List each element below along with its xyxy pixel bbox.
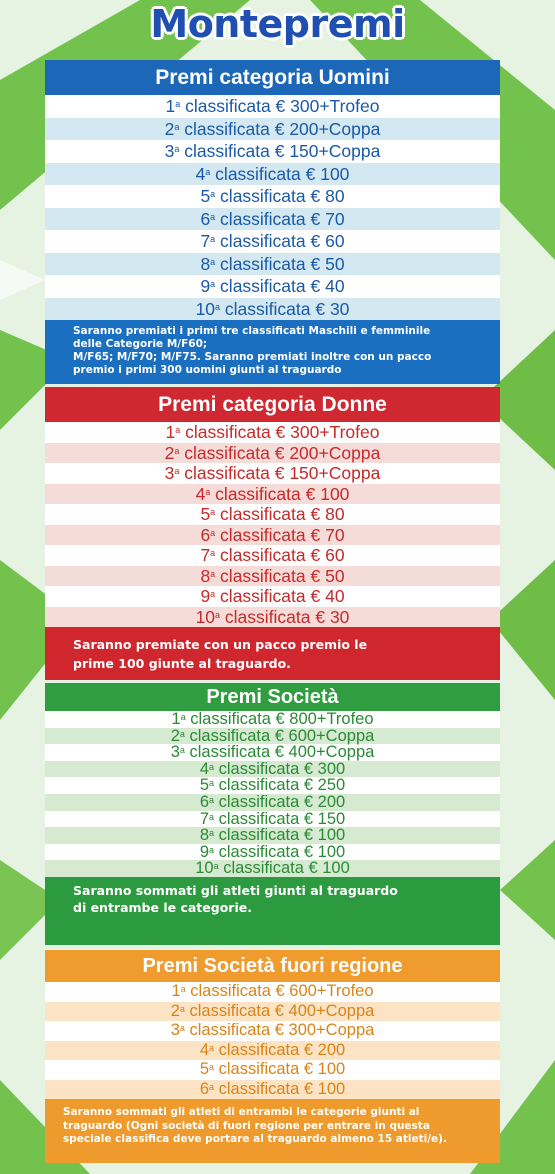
prize-text: classificata € 60 [215, 231, 345, 251]
prize-text: classificata € 150+Coppa [179, 463, 381, 483]
prize-text: classificata € 200+Coppa [179, 442, 381, 463]
prize-list [45, 95, 500, 320]
prize-text: classificata € 100 [210, 163, 350, 184]
prize-row [45, 118, 500, 141]
ordinal-indicator: a [209, 1081, 215, 1092]
prize-position: 7 [200, 545, 211, 565]
note-line: M/F65; M/F70; M/F75. Saranno premiati inoltre con un pacco [73, 351, 432, 363]
ordinal-indicator: a [210, 279, 216, 289]
ordinal-indicator: a [209, 811, 215, 822]
section-header: Premi categoria Uomini [45, 60, 500, 95]
prize-list [45, 711, 500, 877]
ordinal-indicator: a [215, 301, 221, 312]
prize-row [45, 586, 500, 607]
prize-text: classificata € 200+Coppa [179, 118, 381, 139]
prize-position: 10 [195, 859, 214, 878]
prize-text: classificata € 50 [215, 565, 345, 586]
ordinal-indicator: a [179, 1003, 185, 1014]
prize-list [45, 422, 500, 627]
prize-text: classificata € 70 [215, 524, 345, 545]
prize-text: classificata € 80 [215, 504, 345, 524]
ordinal-indicator: a [210, 527, 216, 538]
ordinal-indicator: a [175, 99, 181, 109]
prize-row [45, 443, 500, 464]
prize-text: classificata € 150+Coppa [179, 141, 381, 161]
note-line: delle Categorie M/F60; [73, 338, 208, 350]
note-line: speciale classifica deve portare al traguardo almeno 15 atleti/e). [63, 1133, 447, 1145]
prize-position: 4 [199, 759, 209, 778]
ordinal-indicator: a [210, 234, 216, 244]
prize-row [45, 298, 500, 321]
prize-position: 4 [199, 1040, 209, 1059]
prize-position: 2 [164, 442, 175, 463]
prize-text: classificata € 100 [214, 826, 346, 845]
section-fuori-regione [45, 950, 500, 1163]
prize-position: 10 [195, 298, 216, 319]
note-line: Saranno premiati i primi tre classificati Maschili e femminile [73, 325, 431, 337]
prize-row [45, 1060, 500, 1080]
section-note [45, 627, 500, 677]
section-donne [45, 387, 500, 680]
prize-position: 9 [200, 586, 211, 606]
prize-position: 5 [199, 1060, 209, 1078]
prize-text: classificata € 30 [220, 606, 350, 627]
prize-row [45, 504, 500, 525]
note-line: Saranno sommati gli atleti di entrambi le categorie giunti al [63, 1106, 420, 1118]
ordinal-indicator: a [210, 507, 216, 517]
ordinal-indicator: a [209, 1062, 215, 1072]
prize-row [45, 140, 500, 163]
prize-position: 6 [199, 1079, 209, 1098]
prize-position: 6 [200, 524, 211, 545]
prize-position: 4 [195, 483, 206, 504]
ordinal-indicator: a [210, 256, 216, 267]
section-header: Premi categoria Donne [45, 387, 500, 422]
prize-text: classificata € 400+Coppa [184, 743, 375, 762]
prize-position: 5 [199, 776, 209, 795]
prize-text: classificata € 100 [218, 859, 350, 878]
section-note [45, 320, 500, 381]
note-line: traguardo (Ogni società di fuori regione per entrare in questa [63, 1119, 430, 1132]
prize-row [45, 1080, 500, 1100]
ordinal-indicator: a [209, 778, 215, 789]
ordinal-indicator: a [215, 609, 221, 620]
ordinal-indicator: a [210, 189, 216, 199]
prize-row [45, 860, 500, 877]
section-note [45, 1099, 500, 1151]
ordinal-indicator: a [205, 166, 211, 177]
prize-text: classificata € 30 [220, 298, 350, 319]
note-line: premio i primi 300 uomini giunti al traguardo [73, 364, 342, 376]
prize-row [45, 185, 500, 208]
ordinal-indicator: a [210, 568, 216, 579]
prize-text: classificata € 80 [215, 186, 345, 206]
prize-position: 3 [164, 141, 175, 161]
prize-text: classificata € 400+Coppa [184, 1001, 375, 1020]
prize-position: 4 [195, 163, 206, 184]
prize-position: 1 [171, 982, 181, 1000]
prize-position: 8 [199, 826, 209, 845]
prize-text: classificata € 150 [214, 809, 346, 828]
prize-row [45, 95, 500, 118]
prize-position: 3 [170, 743, 180, 762]
prize-row [45, 230, 500, 253]
prize-row [45, 827, 500, 844]
ordinal-indicator: a [174, 121, 180, 132]
ordinal-indicator: a [213, 861, 219, 872]
prize-text: classificata € 300+Trofeo [180, 422, 380, 442]
prize-text: classificata € 200 [214, 792, 346, 811]
ordinal-indicator: a [174, 144, 180, 154]
prize-row [45, 275, 500, 298]
prize-row [45, 607, 500, 628]
ordinal-indicator: a [179, 745, 185, 756]
prize-row [45, 566, 500, 587]
prize-list [45, 982, 500, 1099]
prize-text: classificata € 600+Coppa [184, 726, 375, 745]
prize-text: classificata € 300 [214, 759, 346, 778]
ordinal-indicator: a [210, 589, 216, 599]
prize-text: classificata € 300+Coppa [184, 1021, 375, 1039]
ordinal-indicator: a [179, 1023, 185, 1033]
ordinal-indicator: a [180, 984, 186, 994]
ordinal-indicator: a [209, 1042, 215, 1053]
note-line: prime 100 giunte al traguardo. [73, 656, 291, 671]
prize-position: 8 [200, 253, 211, 274]
prize-text: classificata € 600+Trofeo [185, 982, 374, 1000]
prize-row [45, 728, 500, 745]
prize-position: 7 [200, 231, 211, 251]
ordinal-indicator: a [209, 761, 215, 772]
prize-row [45, 761, 500, 778]
prize-row [45, 208, 500, 231]
prize-text: classificata € 200 [214, 1040, 346, 1059]
prize-text: classificata € 800+Trofeo [185, 710, 374, 728]
prize-row [45, 1041, 500, 1061]
section-note [45, 877, 500, 920]
note-line: Saranno sommati gli atleti giunti al traguardo [73, 882, 398, 898]
prize-row [45, 163, 500, 186]
note-line: Saranno premiate con un pacco premio le [73, 637, 368, 652]
prize-position: 5 [200, 504, 211, 524]
prize-text: classificata € 100 [214, 1060, 346, 1078]
ordinal-indicator: a [209, 794, 215, 805]
prize-text: classificata € 100 [210, 483, 350, 504]
prize-row [45, 525, 500, 546]
page-title: Montepremi [150, 2, 405, 46]
ordinal-indicator: a [175, 425, 181, 435]
prize-row [45, 422, 500, 443]
prize-row [45, 1002, 500, 1022]
section-header: Premi Società [45, 683, 500, 711]
section-uomini [45, 60, 500, 384]
prize-row [45, 811, 500, 828]
ordinal-indicator: a [209, 828, 215, 839]
prize-position: 3 [164, 463, 175, 483]
prize-text: classificata € 100 [214, 842, 346, 861]
prize-position: 1 [171, 710, 181, 728]
prize-text: classificata € 40 [215, 586, 345, 606]
prize-position: 1 [165, 96, 176, 116]
prize-position: 2 [170, 1001, 180, 1020]
prize-row [45, 711, 500, 728]
prize-row [45, 253, 500, 276]
prize-position: 3 [170, 1021, 180, 1039]
prize-text: classificata € 250 [214, 776, 346, 795]
prize-position: 2 [170, 726, 180, 745]
prize-text: classificata € 70 [215, 208, 345, 229]
prize-row [45, 777, 500, 794]
prize-position: 9 [199, 842, 209, 861]
prize-position: 1 [165, 422, 176, 442]
prize-position: 10 [195, 606, 216, 627]
prize-position: 8 [200, 565, 211, 586]
prize-text: classificata € 40 [215, 276, 345, 296]
prize-row [45, 545, 500, 566]
note-line: di entrambe le categorie. [73, 899, 252, 915]
prize-row [45, 463, 500, 484]
prize-position: 9 [200, 276, 211, 296]
prize-row [45, 982, 500, 1002]
ordinal-indicator: a [174, 466, 180, 476]
ordinal-indicator: a [210, 211, 216, 222]
ordinal-indicator: a [174, 445, 180, 456]
prize-text: classificata € 60 [215, 545, 345, 565]
prize-text: classificata € 300+Trofeo [180, 96, 380, 116]
prize-text: classificata € 50 [215, 253, 345, 274]
ordinal-indicator: a [210, 548, 216, 558]
prize-position: 2 [164, 118, 175, 139]
section-header: Premi Società fuori regione [45, 950, 500, 982]
prize-row [45, 794, 500, 811]
ordinal-indicator: a [180, 712, 186, 722]
ordinal-indicator: a [209, 844, 215, 855]
prize-position: 7 [199, 809, 209, 828]
prize-text: classificata € 100 [214, 1079, 346, 1098]
ordinal-indicator: a [205, 486, 211, 497]
prize-row [45, 844, 500, 861]
prize-position: 6 [200, 208, 211, 229]
prize-position: 6 [199, 792, 209, 811]
ordinal-indicator: a [179, 728, 185, 739]
prize-position: 5 [200, 186, 211, 206]
prize-row [45, 744, 500, 761]
prize-row [45, 484, 500, 505]
prize-row [45, 1021, 500, 1041]
section-societa [45, 683, 500, 945]
